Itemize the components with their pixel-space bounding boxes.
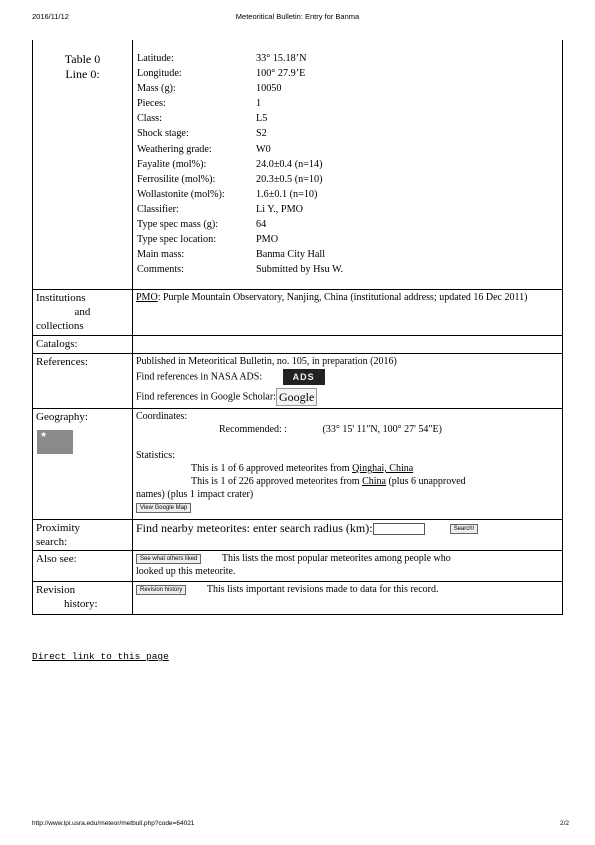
- page-number: 2/2: [559, 820, 569, 827]
- field-row: [137, 126, 343, 141]
- field-value: L5: [256, 113, 268, 125]
- field-row: [137, 232, 343, 247]
- field-row: [137, 142, 343, 157]
- catalogs-cell: [133, 336, 563, 354]
- field-key: Main mass:: [137, 249, 185, 261]
- references-row: [33, 354, 563, 409]
- field-key: Classifier:: [137, 203, 179, 215]
- field-row: [137, 111, 343, 126]
- field-row: [137, 51, 343, 66]
- catalogs-row: [33, 336, 563, 354]
- field-row: [137, 217, 343, 232]
- revision-history-button[interactable]: Revision history: [136, 585, 186, 595]
- field-key: Ferrosilite (mol%):: [137, 173, 216, 185]
- statistics-label: Statistics:: [136, 450, 175, 461]
- search-radius-input[interactable]: [373, 523, 425, 535]
- stat-country-cont: names) (plus 1 impact crater): [136, 489, 254, 500]
- field-key: Comments:: [137, 264, 184, 276]
- table0-label-line1: Table 0: [64, 52, 101, 66]
- qinghai-link[interactable]: Qinghai, China: [352, 463, 414, 474]
- revision-row: [33, 582, 563, 615]
- institutions-label: Institutions and collections: [33, 290, 133, 336]
- nasa-ads-logo[interactable]: ADS: [283, 369, 325, 385]
- stat-country-suffix: (plus 6 unapproved: [385, 476, 466, 487]
- table0-label: [33, 40, 133, 290]
- field-key: Mass (g):: [137, 83, 176, 95]
- institutions-text: : Purple Mountain Observatory, Nanjing, China (institutional address; updated 16 Dec 2011): [157, 292, 528, 303]
- meteorite-entry-table: [32, 40, 563, 615]
- print-date: 2016/11/12: [32, 12, 69, 21]
- table0-row: [33, 40, 563, 290]
- proximity-text: Find nearby meteorites: enter search radius (km):: [136, 521, 373, 535]
- references-label: References:: [33, 354, 133, 409]
- search-button[interactable]: Search!: [450, 524, 479, 534]
- field-value: 64: [256, 219, 267, 231]
- table0-label-line2: Line 0:: [65, 67, 100, 81]
- field-key: Weathering grade:: [137, 143, 212, 155]
- also-see-text-1: This lists the most popular meteorites among people who: [221, 553, 451, 564]
- direct-link[interactable]: Direct link to this page: [32, 651, 169, 662]
- footer-url: http://www.lpi.usra.edu/meteor/metbull.php?code=64021: [32, 820, 195, 827]
- field-row: [137, 157, 343, 172]
- stat-country-text: This is 1 of 226 approved meteorites from: [191, 476, 363, 487]
- references-cell: [133, 354, 563, 409]
- catalogs-label: Catalogs:: [33, 336, 133, 354]
- also-see-label: Also see:: [33, 551, 133, 582]
- institutions-cell: [133, 290, 563, 336]
- field-value: 100° 27.9’E: [256, 68, 306, 80]
- coordinates-label: Coordinates:: [136, 411, 188, 422]
- view-google-map-button[interactable]: View Google Map: [136, 503, 191, 513]
- field-key: Type spec mass (g):: [137, 219, 219, 231]
- field-row: [137, 81, 343, 96]
- field-key: Fayalite (mol%):: [137, 158, 207, 170]
- china-flag-icon: ★: [37, 430, 73, 454]
- page-title: Meteoritical Bulletin: Entry for Banma: [235, 12, 360, 21]
- field-value: W0: [256, 143, 271, 155]
- stat-region-text: This is 1 of 6 approved meteorites from: [191, 463, 353, 474]
- revision-text: This lists important revisions made to data for this record.: [206, 584, 439, 595]
- pmo-link[interactable]: PMO: [136, 292, 158, 303]
- field-value: 24.0±0.4 (n=14): [256, 158, 323, 170]
- field-key: Latitude:: [137, 53, 174, 64]
- field-value: 10050: [256, 83, 282, 95]
- google-scholar-logo[interactable]: Google: [276, 388, 317, 406]
- geography-label: Geography:: [36, 411, 88, 423]
- geography-row: [33, 409, 563, 520]
- field-row: [137, 262, 343, 277]
- field-value: Banma City Hall: [256, 249, 326, 261]
- revision-cell: [133, 582, 563, 615]
- proximity-label: Proximity search:: [33, 520, 133, 551]
- proximity-cell: [133, 520, 563, 551]
- field-row: [137, 96, 343, 111]
- recommended-label: Recommended: :: [219, 424, 288, 435]
- published-in-text: Published in Meteoritical Bulletin, no. 105, in preparation (2016): [136, 356, 397, 367]
- field-list: [137, 51, 343, 277]
- recommended-coordinates: (33° 15' 11"N, 100° 27' 54"E): [322, 424, 442, 435]
- china-link[interactable]: China: [362, 476, 386, 487]
- geography-cell: [133, 409, 563, 520]
- field-value: Li Y., PMO: [256, 203, 303, 215]
- field-key: Longitude:: [137, 68, 182, 80]
- field-row: [137, 187, 343, 202]
- field-row: [137, 66, 343, 81]
- field-row: [137, 247, 343, 262]
- field-row: [137, 172, 343, 187]
- also-see-row: [33, 551, 563, 582]
- google-scholar-text: Find references in Google Scholar:: [136, 391, 276, 403]
- proximity-row: [33, 520, 563, 551]
- field-key: Wollastonite (mol%):: [137, 188, 225, 200]
- field-key: Pieces:: [137, 98, 166, 110]
- field-value: S2: [256, 128, 267, 140]
- field-value: 33° 15.18’N: [256, 53, 307, 64]
- table0-fields-cell: [133, 40, 563, 290]
- geography-label-cell: [33, 409, 133, 520]
- institutions-row: [33, 290, 563, 336]
- also-see-text-2: looked up this meteorite.: [136, 566, 236, 577]
- field-row: [137, 202, 343, 217]
- field-value: Submitted by Hsu W.: [256, 264, 344, 276]
- field-value: 1.6±0.1 (n=10): [256, 188, 318, 200]
- field-value: 1: [256, 98, 262, 110]
- field-value: 20.3±0.5 (n=10): [256, 173, 323, 185]
- revision-label: Revision history:: [33, 582, 133, 615]
- field-key: Type spec location:: [137, 234, 217, 246]
- field-key: Class:: [137, 113, 162, 125]
- field-key: Shock stage:: [137, 128, 189, 140]
- nasa-ads-text: Find references in NASA ADS:: [136, 371, 263, 383]
- see-what-others-liked-button[interactable]: See what others liked: [136, 554, 201, 564]
- field-value: PMO: [256, 234, 279, 246]
- also-see-cell: [133, 551, 563, 582]
